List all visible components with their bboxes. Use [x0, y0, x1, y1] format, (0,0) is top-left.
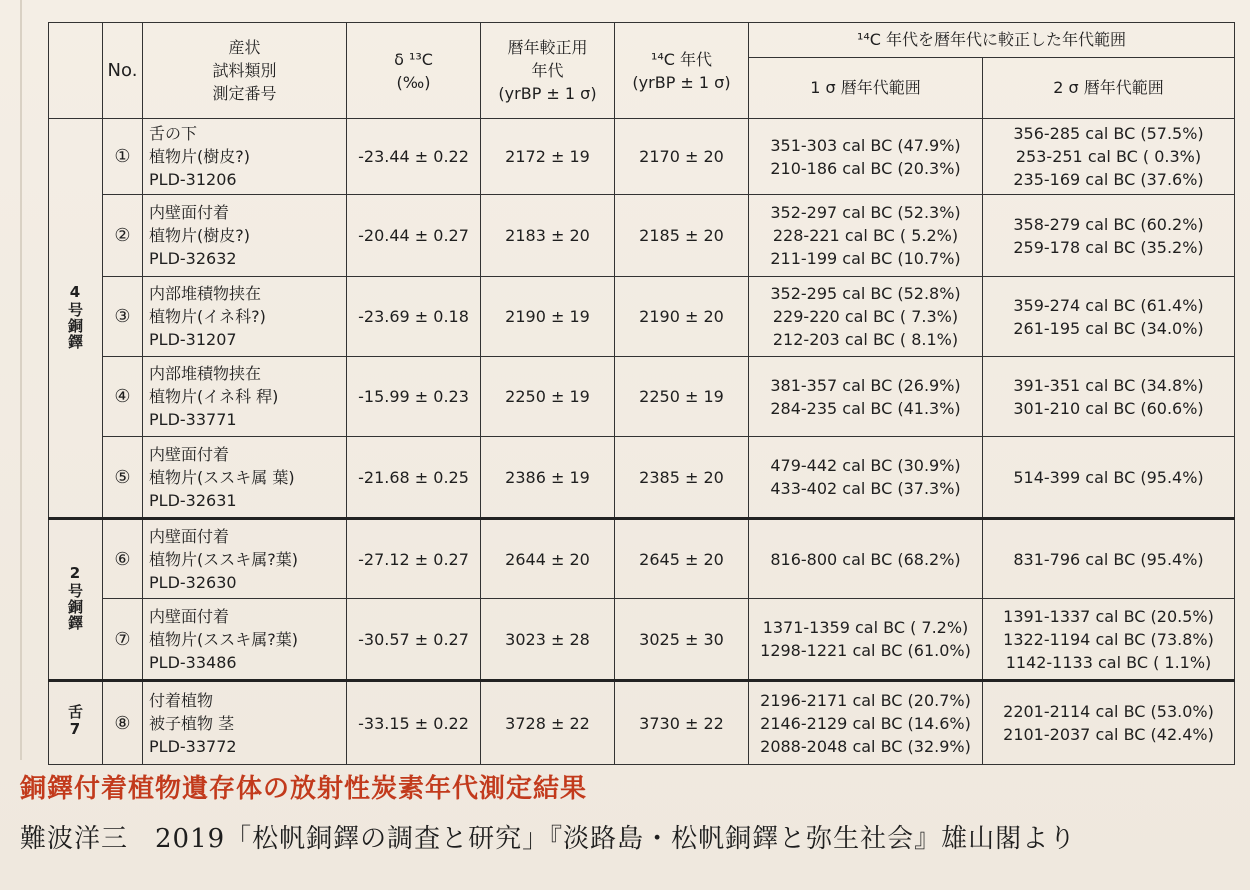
delta-13c-value-line: -21.68 ± 0.25: [358, 467, 469, 487]
sample-description: [143, 437, 347, 519]
c14-age-line: 2250 ± 19: [639, 387, 724, 406]
group-label-cell: [49, 119, 103, 519]
calibration-age-line: 2172 ± 19: [505, 147, 590, 166]
group-label: 4号銅鐸: [66, 282, 84, 350]
c14-age: [615, 681, 749, 765]
range-1sigma-line: 2146-2129 cal BC (14.6%): [760, 713, 971, 733]
sample-description-line: 植物片(ススキ属?葉): [149, 629, 298, 649]
range-2sigma-line: 359-274 cal BC (61.4%): [1013, 295, 1204, 315]
range-1sigma-line: 352-295 cal BC (52.8%): [770, 284, 961, 303]
sample-description-line: PLD-32630: [149, 572, 237, 592]
range-1sigma-line: 2088-2048 cal BC (32.9%): [760, 736, 971, 756]
range-1sigma: [749, 357, 983, 437]
calibration-age: [481, 277, 615, 357]
sample-description-line: PLD-31207: [149, 330, 237, 349]
range-1sigma-line: 229-220 cal BC ( 7.3%): [772, 307, 959, 326]
sample-number-line: ④: [114, 386, 131, 407]
left-margin-rule: [20, 0, 22, 760]
range-2sigma-line: 261-195 cal BC (34.0%): [1013, 318, 1204, 338]
range-1sigma: [749, 119, 983, 195]
range-1sigma-line: 210-186 cal BC (20.3%): [770, 158, 961, 178]
sample-number-line: ②: [114, 225, 131, 246]
delta-13c-value-line: -27.12 ± 0.27: [358, 549, 469, 569]
range-2sigma: [983, 437, 1235, 519]
sample-description-line: 植物片(ススキ属?葉): [149, 549, 298, 569]
header-row-1: [49, 23, 1235, 58]
range-2sigma-line: 1391-1337 cal BC (20.5%): [1003, 606, 1214, 626]
range-2sigma: [983, 195, 1235, 277]
header-calib: 暦年較正用 年代 (yrBP ± 1 σ): [481, 23, 615, 119]
table-row: [49, 437, 1235, 519]
sample-number-line: ⑦: [114, 628, 131, 650]
sample-description-line: 植物片(樹皮?): [149, 147, 250, 166]
delta-13c-value: [347, 277, 481, 357]
range-1sigma-line: 381-357 cal BC (26.9%): [770, 375, 961, 395]
header-group-cell: [49, 23, 103, 119]
calibration-age: [481, 681, 615, 765]
sample-number-line: ⑧: [114, 712, 131, 734]
range-2sigma: [983, 519, 1235, 599]
range-1sigma: [749, 277, 983, 357]
range-2sigma: [983, 599, 1235, 681]
group-label-cell: [49, 519, 103, 681]
range-1sigma: [749, 437, 983, 519]
delta-13c-value: [347, 519, 481, 599]
c14-age: [615, 519, 749, 599]
sample-description-line: PLD-31206: [149, 170, 237, 189]
sample-number: [103, 519, 143, 599]
calibration-age-line: 2190 ± 19: [505, 307, 590, 326]
header-sample: 産状 試料類別 測定番号: [143, 23, 347, 119]
range-2sigma-line: 1322-1194 cal BC (73.8%): [1003, 629, 1214, 649]
calibration-age: [481, 357, 615, 437]
c14-age-line: 2190 ± 20: [639, 307, 724, 326]
delta-13c-value-line: -20.44 ± 0.27: [358, 226, 469, 245]
sample-description-line: 内壁面付着: [149, 444, 230, 464]
delta-13c-value: [347, 681, 481, 765]
source-citation: 難波洋三 2019「松帆銅鐸の調査と研究」『淡路島・松帆銅鐸と弥生社会』雄山閣より: [20, 824, 1077, 854]
header-c14-age: ¹⁴C 年代 (yrBP ± 1 σ): [615, 23, 749, 119]
sample-description-line: 内部堆積物挟在: [149, 284, 262, 303]
sample-description-line: 植物片(イネ科?): [149, 307, 266, 326]
sample-number-line: ⑤: [114, 466, 131, 488]
sample-description-line: 植物片(イネ科 稈): [149, 387, 279, 406]
sample-description-line: PLD-33772: [149, 736, 237, 756]
calibration-age: [481, 437, 615, 519]
header-range-2sigma: 2 σ 暦年代範囲: [983, 58, 1235, 119]
sample-description-line: 舌の下: [149, 124, 198, 143]
delta-13c-value: [347, 119, 481, 195]
sample-number: [103, 357, 143, 437]
range-2sigma-line: 358-279 cal BC (60.2%): [1013, 214, 1204, 234]
sample-description: [143, 599, 347, 681]
range-1sigma-line: 1371-1359 cal BC ( 7.2%): [762, 618, 969, 637]
delta-13c-value-line: -23.69 ± 0.18: [358, 307, 469, 326]
calibration-age-line: 2250 ± 19: [505, 387, 590, 406]
range-2sigma-line: 253-251 cal BC ( 0.3%): [1015, 147, 1202, 166]
calibration-age: [481, 599, 615, 681]
sample-description-line: 植物片(ススキ属 葉): [149, 467, 295, 487]
table-row: [49, 681, 1235, 765]
table-row: [49, 599, 1235, 681]
range-1sigma: [749, 195, 983, 277]
sample-number: [103, 277, 143, 357]
sample-number: [103, 119, 143, 195]
c14-age: [615, 437, 749, 519]
range-1sigma-line: 816-800 cal BC (68.2%): [770, 549, 961, 569]
c14-age-line: 3730 ± 22: [639, 713, 724, 733]
delta-13c-value-line: -23.44 ± 0.22: [358, 147, 469, 166]
sample-number: [103, 195, 143, 277]
range-2sigma-line: 514-399 cal BC (95.4%): [1013, 467, 1204, 487]
sample-number: [103, 681, 143, 765]
sample-number-line: ①: [114, 146, 131, 167]
header-delta: δ ¹³C (‰): [347, 23, 481, 119]
sample-description-line: PLD-32632: [149, 249, 237, 268]
range-1sigma-line: 1298-1221 cal BC (61.0%): [760, 641, 971, 660]
delta-13c-value-line: -15.99 ± 0.23: [358, 387, 469, 406]
group-label-cell: [49, 681, 103, 765]
range-1sigma-line: 212-203 cal BC ( 8.1%): [772, 330, 959, 349]
c14-age: [615, 599, 749, 681]
sample-number-line: ⑥: [114, 548, 131, 570]
delta-13c-value: [347, 599, 481, 681]
range-2sigma-line: 1142-1133 cal BC ( 1.1%): [1005, 652, 1212, 672]
header-no: No.: [103, 23, 143, 119]
sample-description: [143, 119, 347, 195]
sample-description: [143, 195, 347, 277]
range-1sigma-line: 211-199 cal BC (10.7%): [770, 249, 961, 268]
sample-description: [143, 277, 347, 357]
sample-description-line: 付着植物: [149, 690, 214, 710]
c14-age-line: 2185 ± 20: [639, 226, 724, 245]
group-label: 2号銅鐸: [66, 564, 84, 631]
calibration-age-line: 2183 ± 20: [505, 226, 590, 245]
range-1sigma-line: 352-297 cal BC (52.3%): [770, 203, 961, 222]
results-table: [48, 22, 1235, 765]
delta-13c-value: [347, 195, 481, 277]
delta-13c-value: [347, 357, 481, 437]
group-label: 舌7: [66, 703, 84, 739]
sample-number: [103, 599, 143, 681]
c14-age-line: 2645 ± 20: [639, 549, 724, 569]
sample-description: [143, 519, 347, 599]
sample-description-line: 内壁面付着: [149, 526, 230, 546]
c14-age-line: 2385 ± 20: [639, 467, 724, 487]
sample-number-line: ③: [114, 306, 131, 327]
sample-description: [143, 681, 347, 765]
table-row: [49, 277, 1235, 357]
c14-age: [615, 357, 749, 437]
range-1sigma-line: 284-235 cal BC (41.3%): [770, 398, 961, 418]
delta-13c-value-line: -30.57 ± 0.27: [358, 629, 469, 649]
range-2sigma: [983, 119, 1235, 195]
range-1sigma: [749, 681, 983, 765]
calibration-age-line: 3728 ± 22: [505, 713, 590, 733]
range-1sigma-line: 433-402 cal BC (37.3%): [770, 479, 961, 498]
range-1sigma-line: 351-303 cal BC (47.9%): [770, 135, 961, 155]
table-row: [49, 519, 1235, 599]
range-2sigma-line: 391-351 cal BC (34.8%): [1013, 375, 1204, 395]
calibration-age: [481, 195, 615, 277]
range-2sigma-line: 831-796 cal BC (95.4%): [1013, 549, 1204, 569]
range-2sigma: [983, 277, 1235, 357]
range-1sigma-line: 479-442 cal BC (30.9%): [770, 456, 961, 475]
range-1sigma-line: 2196-2171 cal BC (20.7%): [760, 690, 971, 710]
delta-13c-value-line: -33.15 ± 0.22: [358, 713, 469, 733]
header-range-1sigma: 1 σ 暦年代範囲: [749, 58, 983, 119]
range-2sigma-line: 301-210 cal BC (60.6%): [1013, 398, 1204, 418]
range-2sigma-line: 2101-2037 cal BC (42.4%): [1003, 725, 1214, 744]
calibration-age-line: 2644 ± 20: [505, 549, 590, 569]
sample-description-line: 内壁面付着: [149, 203, 230, 222]
sample-description-line: PLD-33486: [149, 652, 237, 672]
sample-description-line: PLD-33771: [149, 410, 237, 429]
calibration-age: [481, 519, 615, 599]
c14-age-line: 2170 ± 20: [639, 147, 724, 166]
delta-13c-value: [347, 437, 481, 519]
range-2sigma-line: 2201-2114 cal BC (53.0%): [1003, 702, 1214, 721]
range-1sigma-line: 228-221 cal BC ( 5.2%): [772, 226, 959, 245]
c14-age: [615, 119, 749, 195]
sample-description: [143, 357, 347, 437]
calibration-age-line: 3023 ± 28: [505, 629, 590, 649]
range-2sigma: [983, 357, 1235, 437]
sample-description-line: 被子植物 茎: [149, 713, 235, 733]
table-row: [49, 357, 1235, 437]
range-2sigma: [983, 681, 1235, 765]
header-range-group: ¹⁴C 年代を暦年代に較正した年代範囲: [749, 23, 1235, 58]
c14-age: [615, 277, 749, 357]
calibration-age: [481, 119, 615, 195]
calibration-age-line: 2386 ± 19: [505, 467, 590, 487]
range-2sigma-line: 259-178 cal BC (35.2%): [1013, 237, 1204, 257]
sample-description-line: PLD-32631: [149, 490, 237, 510]
range-2sigma-line: 356-285 cal BC (57.5%): [1013, 124, 1204, 143]
range-2sigma-line: 235-169 cal BC (37.6%): [1013, 170, 1204, 189]
sample-description-line: 内壁面付着: [149, 606, 230, 626]
c14-age: [615, 195, 749, 277]
range-1sigma: [749, 599, 983, 681]
table-row: [49, 119, 1235, 195]
sample-description-line: 内部堆積物挟在: [149, 364, 262, 383]
sample-number: [103, 437, 143, 519]
sample-description-line: 植物片(樹皮?): [149, 226, 250, 245]
range-1sigma: [749, 519, 983, 599]
table-row: [49, 195, 1235, 277]
table-caption: 銅鐸付着植物遺存体の放射性炭素年代測定結果: [20, 774, 588, 804]
c14-age-line: 3025 ± 30: [639, 629, 724, 649]
